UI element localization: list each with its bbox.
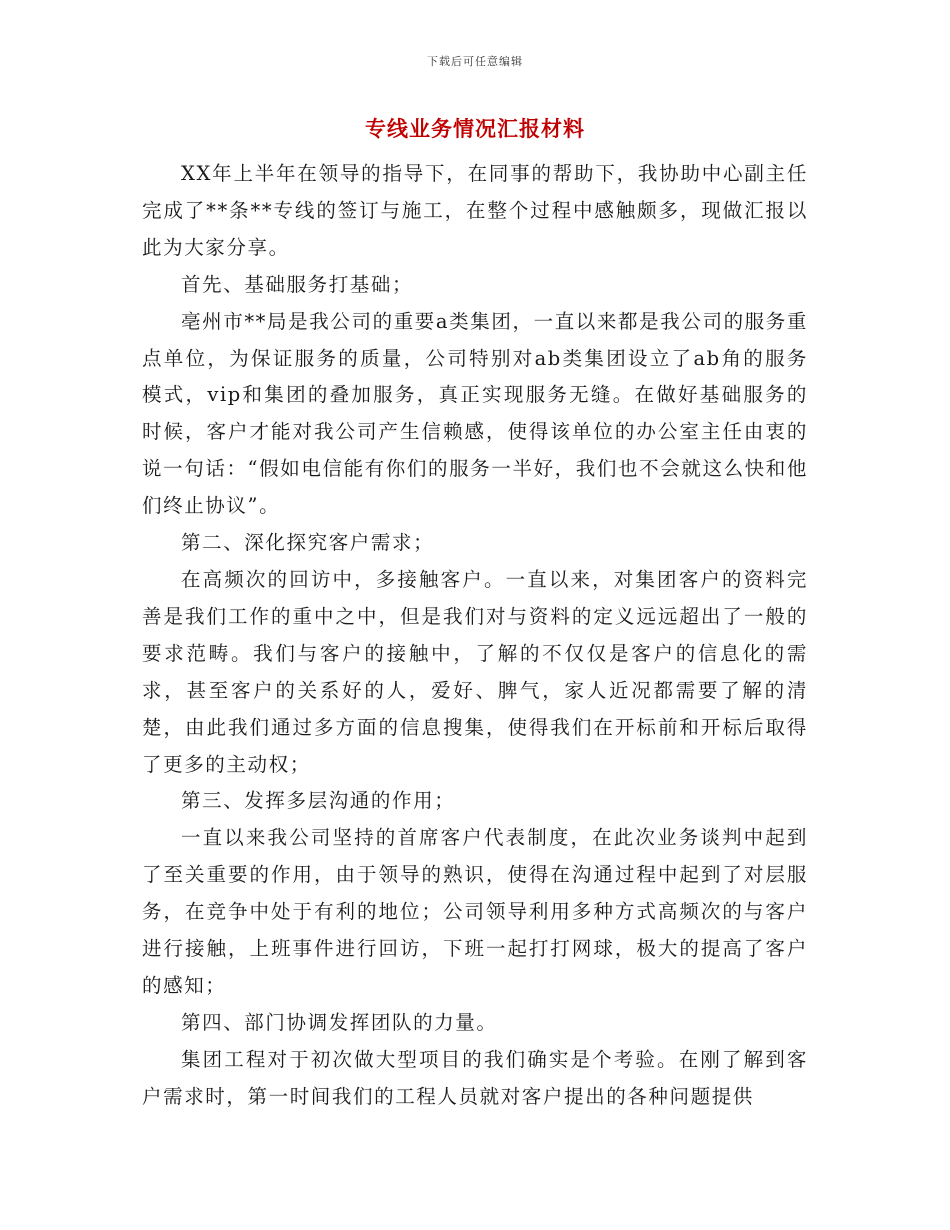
section-heading-3: 第三、发挥多层沟通的作用； — [181, 789, 456, 813]
section-heading-4: 第四、部门协调发挥团队的力量。 — [181, 1010, 498, 1034]
header-note: 下载后可任意编辑 — [427, 55, 523, 68]
paragraph-section-2: 在高频次的回访中，多接触客户。一直以来，对集团客户的资料完善是我们工作的重中之中，但是我们对与资料的定义远远超出了一般的要求范畴。我们与客户的接触中，了解的不仅仅是客户的信息化的需求，甚至客户的关系好的人，爱好、脾气，家人近况都需要了解的清楚，由此我们通过多方面的信息搜集，使得我们在开标前和开标后取得了更多的主动权； — [142, 567, 808, 776]
document-title: 专线业务情况汇报材料 — [365, 116, 585, 141]
section-heading-2: 第二、深化探究客户需求； — [181, 531, 435, 555]
paragraph-section-4: 集团工程对于初次做大型项目的我们确实是个考验。在刚了解到客户需求时，第一时间我们的工程人员就对客户提出的各种问题提供 — [142, 1047, 808, 1108]
paragraph-section-3: 一直以来我公司坚持的首席客户代表制度，在此次业务谈判中起到了至关重要的作用，由于领导的熟识，使得在沟通过程中起到了对层服务，在竞争中处于有利的地位；公司领导利用多种方式高频次的与客户进行接触，上班事件进行回访，下班一起打打网球，极大的提高了客户的感知； — [142, 826, 808, 997]
section-heading-1: 首先、基础服务打基础； — [181, 272, 414, 296]
document-body — [142, 156, 808, 1116]
paragraph-intro: XX年上半年在领导的指导下，在同事的帮助下，我协助中心副主任完成了**条**专线的签订与施工，在整个过程中感触颇多，现做汇报以此为大家分享。 — [142, 162, 808, 259]
paragraph-section-1: 亳州市**局是我公司的重要a类集团，一直以来都是我公司的服务重点单位，为保证服务的质量，公司特别对ab类集团设立了ab角的服务模式，vip和集团的叠加服务，真正实现服务无缝。在做好基础服务的时候，客户才能对我公司产生信赖感，使得该单位的办公室主任由衷的说一句话：“假如电信能有你们的服务一半好，我们也不会就这么快和他们终止协议”。 — [142, 309, 808, 518]
